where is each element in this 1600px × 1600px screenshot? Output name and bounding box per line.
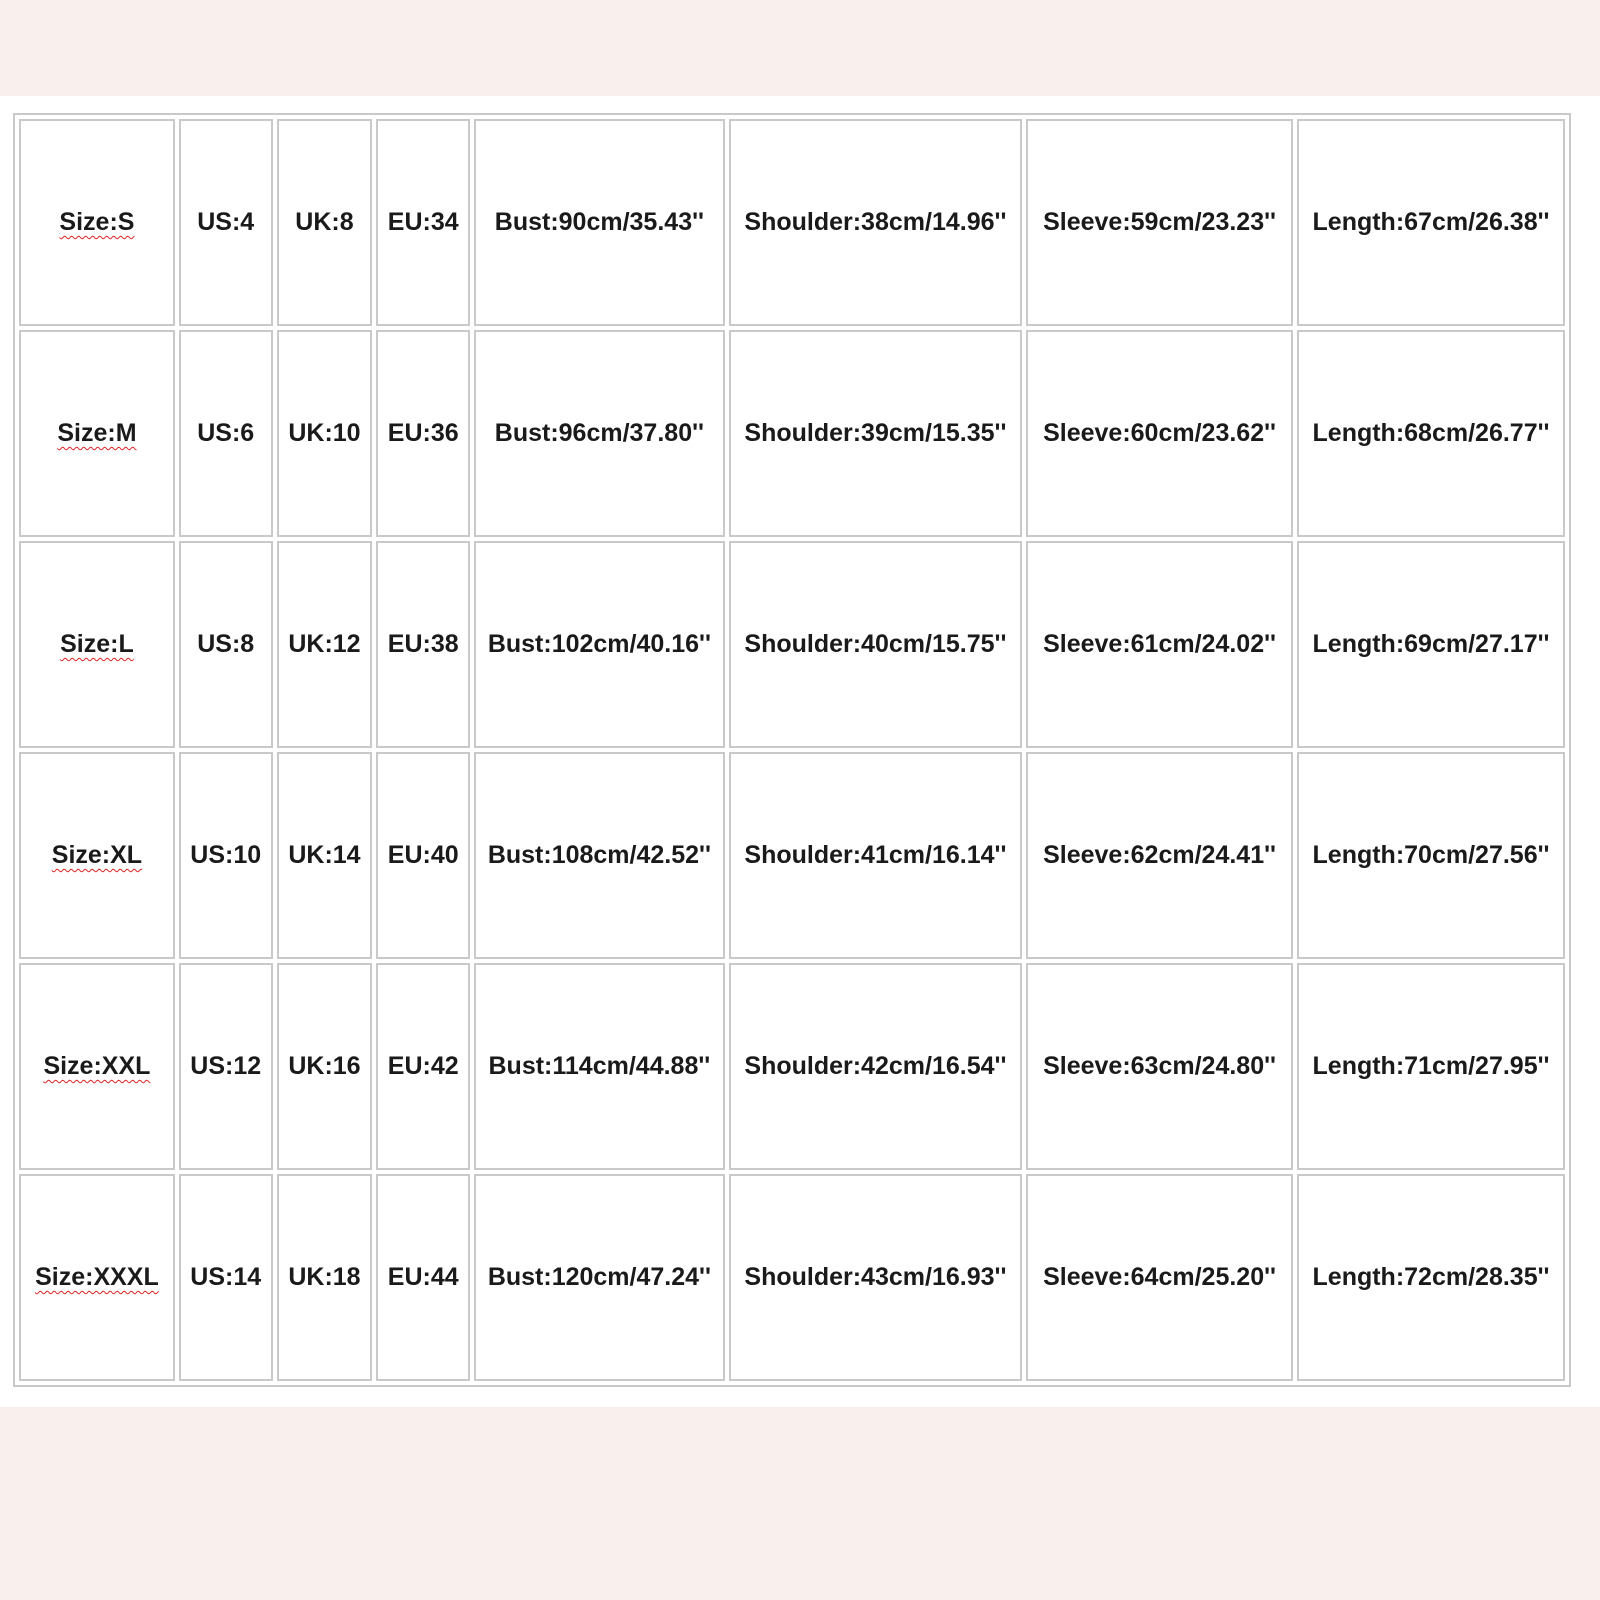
size-row-l	[19, 541, 1565, 748]
sleeve-cell: Sleeve:60cm/23.62''	[1026, 330, 1293, 537]
shoulder-cell: Shoulder:39cm/15.35''	[729, 330, 1022, 537]
length-cell: Length:68cm/26.77''	[1297, 330, 1565, 537]
size-cell	[19, 541, 175, 748]
us-size-cell: US:4	[179, 119, 273, 326]
size-chart-table	[15, 115, 1569, 1385]
sleeve-cell: Sleeve:62cm/24.41''	[1026, 752, 1293, 959]
size-row-xxxl	[19, 1174, 1565, 1381]
uk-size-cell: UK:10	[277, 330, 373, 537]
size-label: Size:M	[57, 419, 137, 447]
length-cell: Length:69cm/27.17''	[1297, 541, 1565, 748]
size-cell	[19, 1174, 175, 1381]
us-size-cell: US:14	[179, 1174, 273, 1381]
bust-cell: Bust:96cm/37.80''	[474, 330, 725, 537]
size-cell	[19, 752, 175, 959]
size-chart-table-frame	[13, 113, 1571, 1387]
size-cell	[19, 330, 175, 537]
sleeve-cell: Sleeve:61cm/24.02''	[1026, 541, 1293, 748]
eu-size-cell: EU:34	[376, 119, 470, 326]
shoulder-cell: Shoulder:38cm/14.96''	[729, 119, 1022, 326]
shoulder-cell: Shoulder:40cm/15.75''	[729, 541, 1022, 748]
eu-size-cell: EU:36	[376, 330, 470, 537]
size-label: Size:XXL	[43, 1052, 151, 1080]
uk-size-cell: UK:12	[277, 541, 373, 748]
size-row-s	[19, 119, 1565, 326]
us-size-cell: US:12	[179, 963, 273, 1170]
uk-size-cell: UK:14	[277, 752, 373, 959]
size-label: Size:XL	[51, 841, 143, 869]
us-size-cell: US:10	[179, 752, 273, 959]
eu-size-cell: EU:40	[376, 752, 470, 959]
size-row-xxl	[19, 963, 1565, 1170]
size-label: Size:L	[60, 630, 134, 658]
bust-cell: Bust:108cm/42.52''	[474, 752, 725, 959]
us-size-cell: US:8	[179, 541, 273, 748]
length-cell: Length:72cm/28.35''	[1297, 1174, 1565, 1381]
uk-size-cell: UK:18	[277, 1174, 373, 1381]
bust-cell: Bust:90cm/35.43''	[474, 119, 725, 326]
size-cell	[19, 963, 175, 1170]
shoulder-cell: Shoulder:42cm/16.54''	[729, 963, 1022, 1170]
sleeve-cell: Sleeve:59cm/23.23''	[1026, 119, 1293, 326]
eu-size-cell: EU:38	[376, 541, 470, 748]
shoulder-cell: Shoulder:43cm/16.93''	[729, 1174, 1022, 1381]
length-cell: Length:71cm/27.95''	[1297, 963, 1565, 1170]
size-row-xl	[19, 752, 1565, 959]
size-cell	[19, 119, 175, 326]
us-size-cell: US:6	[179, 330, 273, 537]
sleeve-cell: Sleeve:63cm/24.80''	[1026, 963, 1293, 1170]
uk-size-cell: UK:8	[277, 119, 373, 326]
eu-size-cell: EU:42	[376, 963, 470, 1170]
shoulder-cell: Shoulder:41cm/16.14''	[729, 752, 1022, 959]
sleeve-cell: Sleeve:64cm/25.20''	[1026, 1174, 1293, 1381]
bust-cell: Bust:102cm/40.16''	[474, 541, 725, 748]
length-cell: Length:70cm/27.56''	[1297, 752, 1565, 959]
size-label: Size:XXXL	[35, 1263, 159, 1291]
length-cell: Length:67cm/26.38''	[1297, 119, 1565, 326]
bust-cell: Bust:114cm/44.88''	[474, 963, 725, 1170]
size-row-m	[19, 330, 1565, 537]
uk-size-cell: UK:16	[277, 963, 373, 1170]
eu-size-cell: EU:44	[376, 1174, 470, 1381]
size-label: Size:S	[59, 208, 135, 236]
size-chart-panel	[0, 96, 1600, 1407]
bust-cell: Bust:120cm/47.24''	[474, 1174, 725, 1381]
